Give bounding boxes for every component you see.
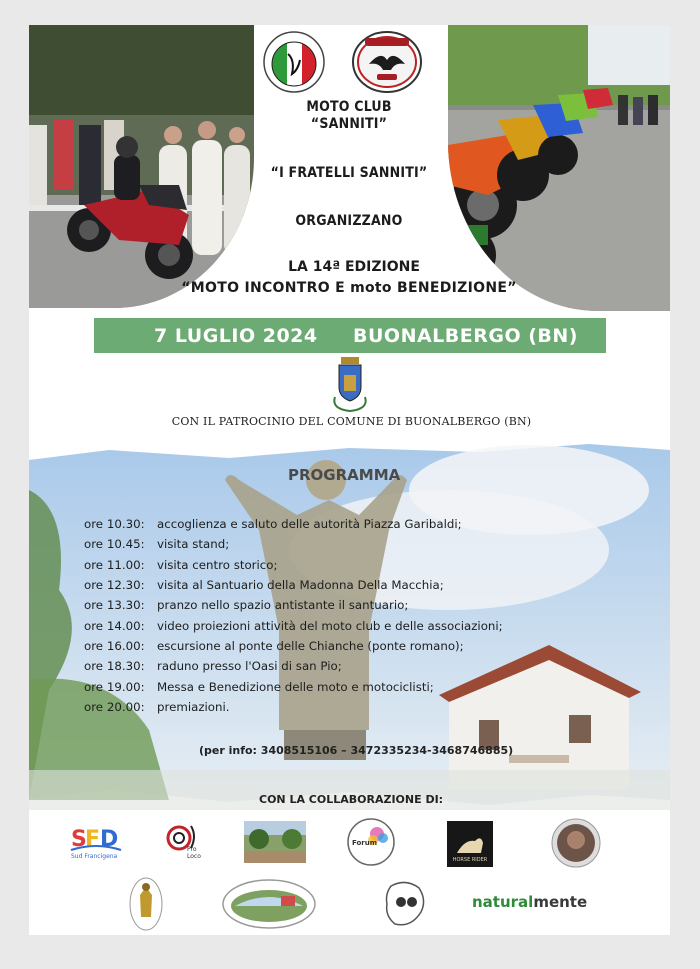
forum-logo	[347, 818, 395, 866]
naturalmente-part2: mente	[533, 893, 588, 911]
club-name-line2: “SANNITI”	[310, 116, 388, 132]
schedule-time: ore 19.00:	[84, 679, 145, 694]
schedule-time: ore 10.45:	[84, 537, 145, 552]
schedule-item	[84, 514, 644, 534]
schedule-item	[84, 636, 644, 656]
date-band	[94, 318, 606, 353]
event-title: “MOTO INCONTRO E moto BENEDIZIONE”	[181, 280, 517, 296]
schedule-item	[84, 615, 644, 635]
sud-francigena-label: Sud Francigena	[71, 853, 118, 860]
schedule-activity: raduno presso l'Oasi di san Pio;	[157, 659, 342, 674]
edition-label: LA 14ª EDIZIONE	[288, 259, 420, 275]
schedule-activity: visita al Santuario della Madonna Della Macchia;	[157, 578, 444, 593]
schedule-time: ore 10.30:	[84, 517, 145, 532]
svg-text:D: D	[100, 827, 119, 852]
oval-landscape-logo	[221, 878, 317, 930]
comune-coat-of-arms	[327, 355, 373, 413]
schedule-activity: premiazioni.	[157, 699, 230, 714]
event-poster	[29, 25, 670, 935]
village-photo-logo	[244, 821, 306, 863]
contact-info: (per info: 3408515106 – 3472335234-3468746885)	[199, 744, 514, 757]
organizzano-label: ORGANIZZANO	[295, 213, 403, 229]
schedule-list	[84, 514, 644, 717]
schedule-time: ore 12.30:	[84, 578, 145, 593]
pro-loco-label: Pro Loco	[187, 846, 201, 860]
schedule-activity: video proiezioni attività del moto club e delle associazioni;	[157, 618, 503, 633]
collaboration-title: CON LA COLLABORAZIONE DI:	[259, 793, 444, 806]
schedule-time: ore 16.00:	[84, 638, 145, 653]
schedule-time: ore 14.00:	[84, 618, 145, 633]
horse-rider-logo	[447, 821, 493, 867]
naturalmente-logo	[472, 893, 592, 915]
schedule-activity: pranzo nello spazio antistante il santuario;	[157, 598, 409, 613]
confraternita-logo	[129, 877, 163, 931]
schedule-activity: visita stand;	[157, 537, 230, 552]
schedule-item	[84, 575, 644, 595]
moto-club-sanniti-logo	[262, 30, 326, 94]
group-name: “I FRATELLI SANNITI”	[270, 165, 428, 181]
schedule-time: ore 13.30:	[84, 598, 145, 613]
schedule-item	[84, 595, 644, 615]
round-emblem-logo	[551, 818, 601, 868]
schedule-item	[84, 676, 644, 696]
region-outline-logo	[381, 876, 431, 932]
schedule-item	[84, 656, 644, 676]
schedule-activity: Messa e Benedizione delle moto e motociclisti;	[157, 679, 434, 694]
schedule-activity: escursione al ponte delle Chianche (ponte romano);	[157, 638, 464, 653]
naturalmente-part1: natural	[472, 893, 534, 911]
event-place: BUONALBERGO (BN)	[353, 324, 578, 347]
schedule-activity: visita centro storico;	[157, 557, 278, 572]
programma-title: PROGRAMMA	[288, 466, 401, 484]
sud-francigena-logo	[67, 820, 125, 862]
club-name-line1: MOTO CLUB	[306, 99, 392, 115]
event-date: 7 LUGLIO 2024	[154, 324, 318, 347]
schedule-time: ore 20.00:	[84, 699, 145, 714]
schedule-item	[84, 534, 644, 554]
horse-rider-label: HORSE RIDER	[452, 857, 488, 863]
fratelli-sanniti-logo	[351, 30, 423, 94]
patrocinio-text: CON IL PATROCINIO DEL COMUNE DI BUONALBERGO (BN)	[171, 415, 532, 428]
svg-text:F: F	[85, 827, 101, 852]
schedule-time: ore 18.30:	[84, 659, 145, 674]
pro-loco-logo	[161, 820, 211, 862]
forum-label: Forum	[352, 839, 378, 847]
schedule-item	[84, 697, 644, 717]
svg-text:S: S	[71, 827, 87, 852]
schedule-time: ore 11.00:	[84, 557, 145, 572]
schedule-activity: accoglienza e saluto delle autorità Piazza Garibaldi;	[157, 517, 462, 532]
schedule-item	[84, 555, 644, 575]
